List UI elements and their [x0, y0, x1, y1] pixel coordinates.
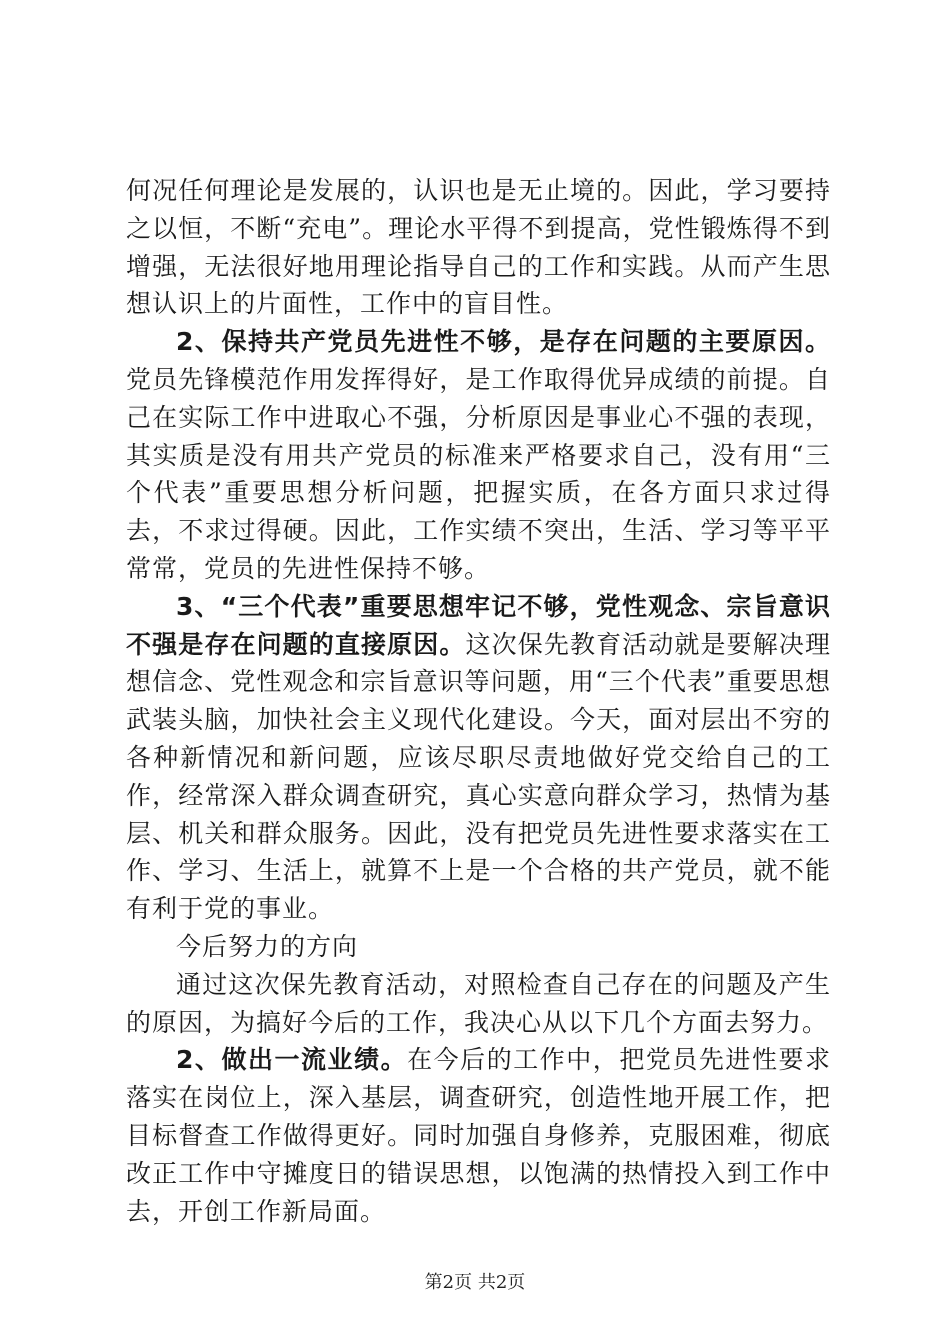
page-number-label: 第2页 共2页 — [424, 1272, 526, 1293]
paragraph-6-text: 在今后的工作中，把党员先进性要求落实在岗位上，深入基层，调查研究，创造性地开展工作，把目标督查工作做得更好。同时加强自身修养，克服困难，彻底改正工作中守摊度日的错误思想，以饱满的热情投入到工作中去，开创工作新局面。 — [126, 1045, 831, 1226]
paragraph-2 — [126, 323, 831, 588]
document-body — [126, 172, 831, 1230]
paragraph-6-heading: 2、做出一流业绩。 — [176, 1045, 408, 1075]
paragraph-3-text: 这次保先教育活动就是要解决理想信念、党性观念和宗旨意识等问题，用“三个代表”重要思想武装头脑，加快社会主义现代化建设。今天，面对层出不穷的各种新情况和新问题，应该尽职尽责地做好党交给自己的工作，经常深入群众调查研究，真心实意向群众学习，热情为基层、机关和群众服务。因此，没有把党员先进性要求落实在工作、学习、生活上，就算不上是一个合格的共产党员，就不能有利于党的事业。 — [126, 629, 831, 924]
paragraph-1 — [126, 172, 831, 323]
paragraph-2-heading: 2、保持共产党员先进性不够，是存在问题的主要原因。 — [176, 327, 831, 357]
section-title: 今后努力的方向 — [176, 931, 359, 961]
paragraph-3 — [126, 588, 831, 928]
paragraph-6 — [126, 1041, 831, 1230]
paragraph-1-text: 何况任何理论是发展的，认识也是无止境的。因此，学习要持之以恒，不断“充电”。理论水平得不到提高，党性锻炼得不到增强，无法很好地用理论指导自己的工作和实践。从而产生思想认识上的片面性，工作中的盲目性。 — [126, 176, 831, 319]
paragraph-3-heading: 3、“三个代表”重要思想牢记不够，党性观念、宗旨意识不强是存在问题的直接原因。 — [126, 591, 831, 659]
paragraph-4 — [126, 928, 831, 966]
paragraph-5 — [126, 966, 831, 1042]
page-footer — [0, 1268, 950, 1294]
paragraph-2-text: 党员先锋模范作用发挥得好，是工作取得优异成绩的前提。自己在实际工作中进取心不强，分析原因是事业心不强的表现，其实质是没有用共产党员的标准来严格要求自己，没有用“三个代表”重要思想分析问题，把握实质，在各方面只求过得去，不求过得硬。因此，工作实绩不突出，生活、学习等平平常常，党员的先进性保持不够。 — [126, 364, 831, 583]
paragraph-5-text: 通过这次保先教育活动，对照检查自己存在的问题及产生的原因，为搞好今后的工作，我决心从以下几个方面去努力。 — [126, 969, 831, 1037]
